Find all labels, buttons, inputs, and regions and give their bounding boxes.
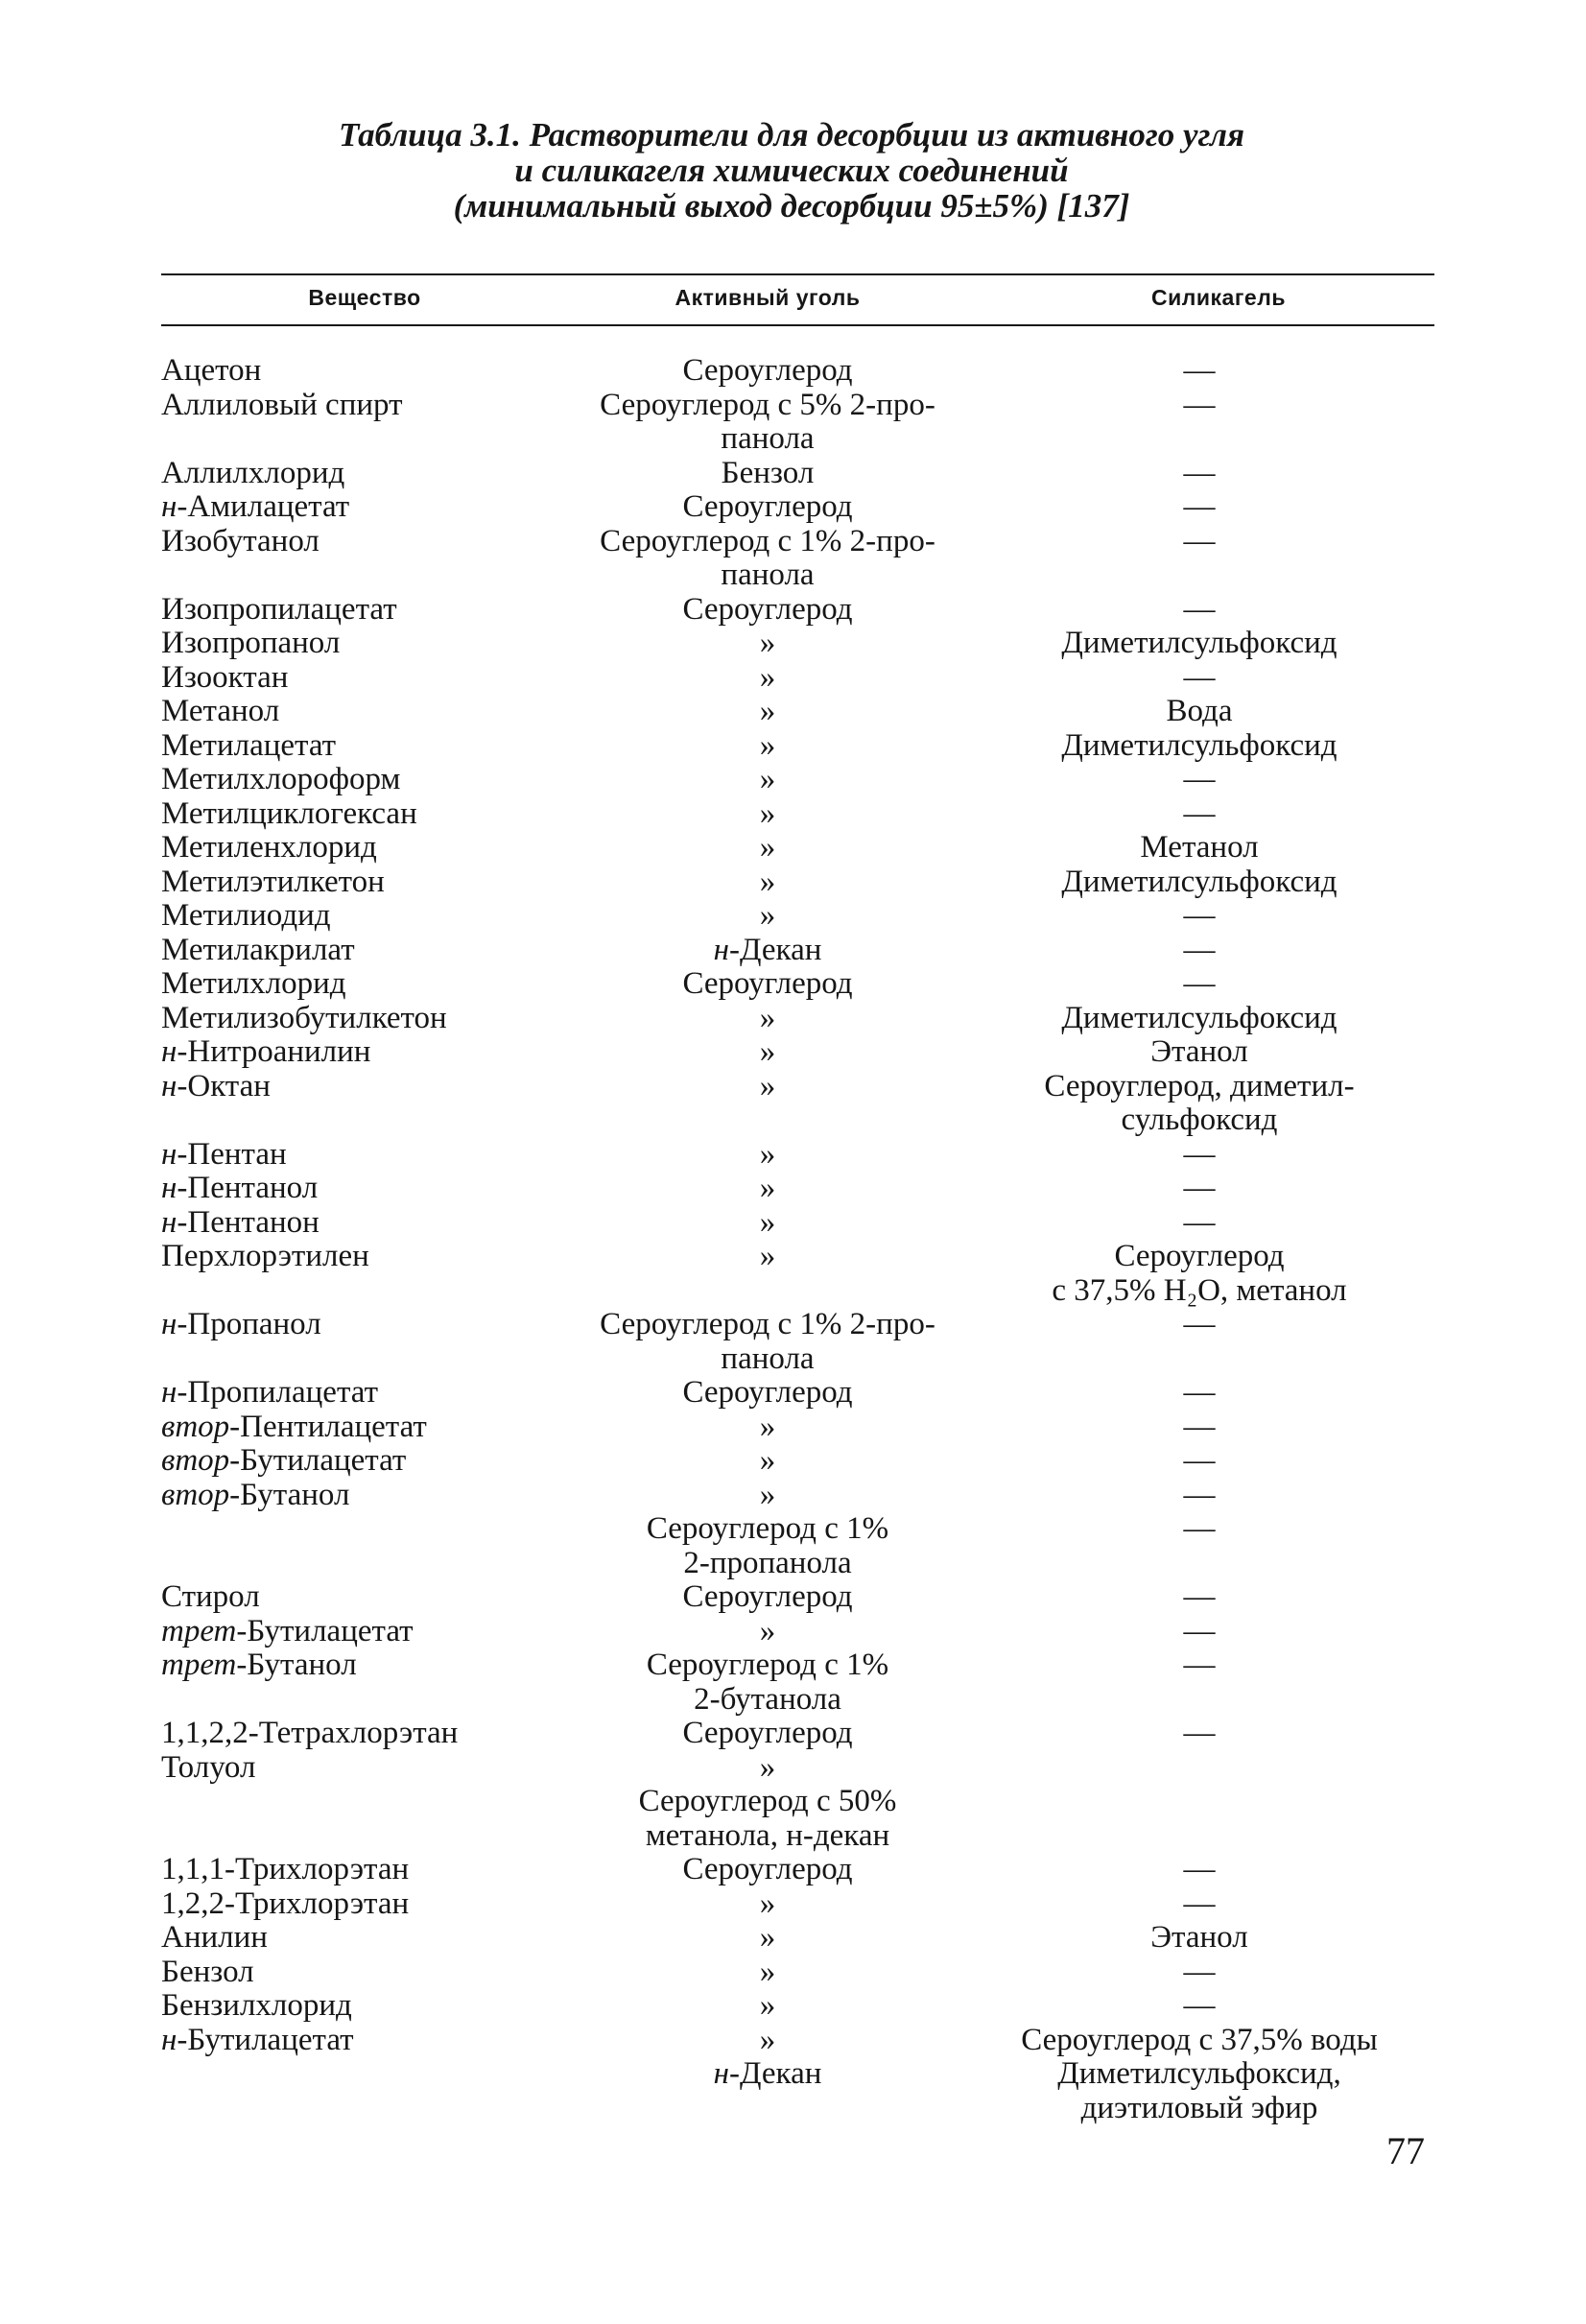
cell-silica-gel: —	[1183, 1409, 1216, 1444]
cell-activated-carbon: Сероуглерод с 1% 2-про- панола	[600, 523, 935, 592]
table-header	[0, 285, 1586, 318]
cell-activated-carbon: »	[759, 830, 776, 865]
cell-silica-gel: —	[1183, 1579, 1216, 1614]
cell-substance: н-Пропилацетат	[161, 1375, 378, 1410]
cell-silica-gel: —	[1183, 1443, 1216, 1478]
cell-silica-gel: —	[1183, 591, 1216, 627]
caption-line-3: (минимальный выход десорбции 95±5%) [137]	[453, 187, 1130, 225]
cell-activated-carbon: »	[759, 1136, 776, 1172]
cell-silica-gel: —	[1183, 1307, 1216, 1341]
cell-silica-gel: —	[1183, 1716, 1216, 1750]
cell-activated-carbon: »	[759, 659, 776, 695]
cell-silica-gel: Сероуглерод с 37,5% воды	[1021, 2022, 1378, 2057]
table-header-rule	[161, 324, 1434, 326]
table-row	[0, 1615, 1586, 1649]
cell-activated-carbon: Сероуглерод	[682, 1852, 853, 1886]
cell-substance: Метилэтилкетон	[161, 864, 385, 899]
table-row	[0, 1648, 1586, 1717]
table-row	[0, 1921, 1586, 1956]
cell-activated-carbon: »	[759, 762, 776, 796]
cell-silica-gel: —	[1183, 762, 1216, 796]
table-row	[0, 1172, 1586, 1206]
cell-silica-gel: —	[1183, 1954, 1216, 1989]
cell-activated-carbon: »	[759, 1000, 776, 1035]
cell-substance: 1,1,1-Трихлорэтан	[161, 1852, 410, 1886]
cell-substance: трет-Бутанол	[161, 1648, 357, 1682]
table-body	[0, 354, 1586, 2125]
cell-activated-carbon: Сероуглерод	[682, 1716, 853, 1750]
table-row	[0, 763, 1586, 797]
cell-activated-carbon: »	[759, 1954, 776, 1989]
cell-silica-gel: Диметилсульфоксид	[1061, 626, 1337, 660]
cell-substance: Бензилхлорид	[161, 1988, 352, 2023]
table-row	[0, 866, 1586, 900]
cell-activated-carbon: »	[759, 1239, 776, 1273]
header-silica-gel: Силикагель	[1151, 285, 1286, 310]
cell-activated-carbon: Сероуглерод	[682, 489, 853, 524]
table-caption	[192, 117, 1391, 224]
table-row	[0, 354, 1586, 389]
cell-substance: н-Пентанон	[161, 1204, 320, 1240]
cell-silica-gel: —	[1183, 1204, 1216, 1240]
table-row	[0, 695, 1586, 729]
cell-substance: Метилхлорид	[161, 966, 346, 1001]
cell-substance: втор-Пентилацетат	[161, 1409, 427, 1444]
cell-substance: н-Пентан	[161, 1136, 287, 1172]
table-row	[0, 831, 1586, 866]
table-row	[0, 797, 1586, 832]
cell-silica-gel: Вода	[1166, 694, 1233, 728]
caption-line-1: Таблица 3.1. Растворители для десорбции из активного угля	[338, 116, 1245, 154]
caption-line-2: и силикагеля химических соединений	[514, 152, 1069, 189]
cell-substance: Метилизобутилкетон	[161, 1000, 447, 1035]
cell-substance: 1,2,2-Трихлорэтан	[161, 1885, 410, 1921]
cell-silica-gel: —	[1183, 1613, 1216, 1648]
table-row	[0, 1717, 1586, 1751]
cell-activated-carbon: »	[759, 898, 776, 933]
table-row	[0, 1308, 1586, 1376]
cell-activated-carbon: »	[759, 1034, 776, 1069]
cell-activated-carbon: »	[759, 1920, 776, 1955]
cell-silica-gel: —	[1183, 1375, 1216, 1410]
cell-activated-carbon: Сероуглерод	[682, 1579, 853, 1614]
cell-substance: н-Пентанол	[161, 1171, 319, 1205]
cell-silica-gel: —	[1183, 1171, 1216, 1205]
cell-activated-carbon: »	[759, 1204, 776, 1240]
cell-substance: н-Бутилацетат	[161, 2022, 354, 2057]
table-row	[0, 1580, 1586, 1615]
cell-substance: Изооктан	[161, 659, 289, 695]
table-row	[0, 1887, 1586, 1922]
cell-silica-gel: Этанол	[1150, 1920, 1248, 1955]
page-number: 77	[1386, 2129, 1425, 2172]
cell-substance: Изобутанол	[161, 523, 320, 558]
cell-substance: Метилциклогексан	[161, 795, 417, 831]
table-row	[0, 389, 1586, 457]
cell-activated-carbon: »	[759, 864, 776, 899]
cell-activated-carbon: »	[759, 795, 776, 831]
cell-activated-carbon: н-Декан	[713, 2056, 822, 2091]
cell-activated-carbon: Бензол	[721, 455, 815, 490]
cell-substance: 1,1,2,2-Тетрахлорэтан	[161, 1716, 459, 1750]
cell-silica-gel: —	[1183, 1136, 1216, 1172]
cell-substance: Метилацетат	[161, 727, 337, 763]
cell-silica-gel: —	[1183, 1988, 1216, 2023]
cell-substance: Стирол	[161, 1579, 260, 1614]
table-row	[0, 1751, 1586, 1786]
table-row	[0, 525, 1586, 593]
cell-substance: н-Октан	[161, 1068, 271, 1103]
cell-substance: Метилиодид	[161, 898, 331, 933]
cell-activated-carbon: »	[759, 626, 776, 660]
cell-activated-carbon: н-Декан	[713, 932, 822, 967]
cell-substance: Метилакрилат	[161, 932, 355, 967]
table-row	[0, 627, 1586, 661]
table-row	[0, 661, 1586, 696]
cell-silica-gel: Этанол	[1150, 1034, 1248, 1069]
cell-substance: Метилхлороформ	[161, 762, 401, 796]
cell-activated-carbon: Сероуглерод	[682, 966, 853, 1001]
cell-substance: Аллилхлорид	[161, 455, 345, 490]
cell-substance: Метанол	[161, 694, 280, 728]
cell-silica-gel: —	[1183, 1852, 1216, 1886]
table-row	[0, 1035, 1586, 1070]
cell-substance: Анилин	[161, 1920, 268, 1955]
cell-silica-gel: —	[1183, 387, 1216, 422]
cell-activated-carbon: »	[759, 1477, 776, 1512]
table-row	[0, 967, 1586, 1002]
cell-silica-gel: —	[1183, 1885, 1216, 1921]
cell-silica-gel: Диметилсульфоксид, диэтиловый эфир	[1057, 2056, 1341, 2125]
cell-silica-gel: Диметилсульфоксид	[1061, 727, 1337, 763]
header-substance: Вещество	[308, 285, 421, 310]
header-activated-carbon: Активный уголь	[675, 285, 861, 310]
cell-activated-carbon: Сероуглерод с 1% 2-пропанола	[646, 1511, 889, 1580]
cell-activated-carbon: Сероуглерод с 5% 2-про- панола	[600, 387, 935, 456]
table-row	[0, 1002, 1586, 1036]
table-row	[0, 934, 1586, 968]
table-row	[0, 1956, 1586, 1990]
table-row	[0, 1785, 1586, 1853]
cell-activated-carbon: »	[759, 1749, 776, 1785]
cell-activated-carbon: »	[759, 1409, 776, 1444]
cell-substance: н-Амилацетат	[161, 489, 350, 524]
cell-silica-gel: Метанол	[1140, 830, 1259, 865]
cell-silica-gel: —	[1183, 1648, 1216, 1682]
cell-substance: Перхлорэтилен	[161, 1239, 369, 1273]
cell-activated-carbon: »	[759, 727, 776, 763]
cell-activated-carbon: »	[759, 2022, 776, 2057]
cell-activated-carbon: »	[759, 1171, 776, 1205]
cell-silica-gel: —	[1183, 966, 1216, 1001]
cell-substance: трет-Бутилацетат	[161, 1613, 414, 1648]
cell-substance: Метиленхлорид	[161, 830, 377, 865]
cell-silica-gel: Сероуглерод с 37,5% H₂O, метанол	[1052, 1239, 1347, 1308]
table-row	[0, 1512, 1586, 1580]
cell-activated-carbon: »	[759, 694, 776, 728]
cell-substance: втор-Бутилацетат	[161, 1443, 407, 1478]
table-row	[0, 1411, 1586, 1445]
table-row	[0, 2024, 1586, 2058]
cell-silica-gel: Диметилсульфоксид	[1061, 1000, 1337, 1035]
cell-substance: Ацетон	[161, 353, 262, 388]
cell-activated-carbon: »	[759, 1885, 776, 1921]
cell-silica-gel: —	[1183, 1477, 1216, 1512]
cell-silica-gel: —	[1183, 1511, 1216, 1546]
cell-silica-gel: —	[1183, 898, 1216, 933]
table-row	[0, 1070, 1586, 1138]
cell-activated-carbon: Сероуглерод с 1% 2-бутанола	[646, 1648, 889, 1717]
table-row	[0, 1853, 1586, 1887]
cell-activated-carbon: »	[759, 1068, 776, 1103]
table-row	[0, 490, 1586, 525]
cell-substance: Аллиловый спирт	[161, 387, 403, 422]
cell-silica-gel: —	[1183, 932, 1216, 967]
table-top-rule	[161, 273, 1434, 275]
cell-substance: Изопропанол	[161, 626, 341, 660]
table-row	[0, 1138, 1586, 1173]
table-row	[0, 1444, 1586, 1479]
table-row	[0, 899, 1586, 934]
table-row	[0, 1240, 1586, 1308]
cell-activated-carbon: »	[759, 1443, 776, 1478]
cell-activated-carbon: Сероуглерод	[682, 353, 853, 388]
table-row	[0, 593, 1586, 628]
cell-activated-carbon: Сероуглерод с 50% метанола, н-декан	[638, 1784, 897, 1853]
cell-substance: Бензол	[161, 1954, 254, 1989]
table-row	[0, 729, 1586, 764]
cell-substance: н-Пропанол	[161, 1307, 321, 1341]
cell-activated-carbon: »	[759, 1988, 776, 2023]
table-row	[0, 1479, 1586, 1513]
cell-activated-carbon: Сероуглерод	[682, 591, 853, 627]
table-row	[0, 457, 1586, 491]
cell-silica-gel: Диметилсульфоксид	[1061, 864, 1337, 899]
cell-substance: Толуол	[161, 1749, 256, 1785]
cell-silica-gel: —	[1183, 795, 1216, 831]
cell-substance: Изопропилацетат	[161, 591, 397, 627]
table-row	[0, 1376, 1586, 1411]
cell-activated-carbon: Сероуглерод	[682, 1375, 853, 1410]
cell-silica-gel: —	[1183, 659, 1216, 695]
cell-substance: н-Нитроанилин	[161, 1034, 371, 1069]
cell-activated-carbon: »	[759, 1613, 776, 1648]
cell-silica-gel: —	[1183, 455, 1216, 490]
cell-silica-gel: —	[1183, 523, 1216, 558]
cell-silica-gel: —	[1183, 353, 1216, 388]
cell-activated-carbon: Сероуглерод с 1% 2-про- панола	[600, 1307, 935, 1376]
cell-silica-gel: —	[1183, 489, 1216, 524]
table-row	[0, 2057, 1586, 2125]
table-row	[0, 1989, 1586, 2024]
cell-substance: втор-Бутанол	[161, 1477, 350, 1512]
cell-silica-gel: Сероуглерод, диметил- сульфоксид	[1044, 1068, 1355, 1137]
table-row	[0, 1206, 1586, 1241]
